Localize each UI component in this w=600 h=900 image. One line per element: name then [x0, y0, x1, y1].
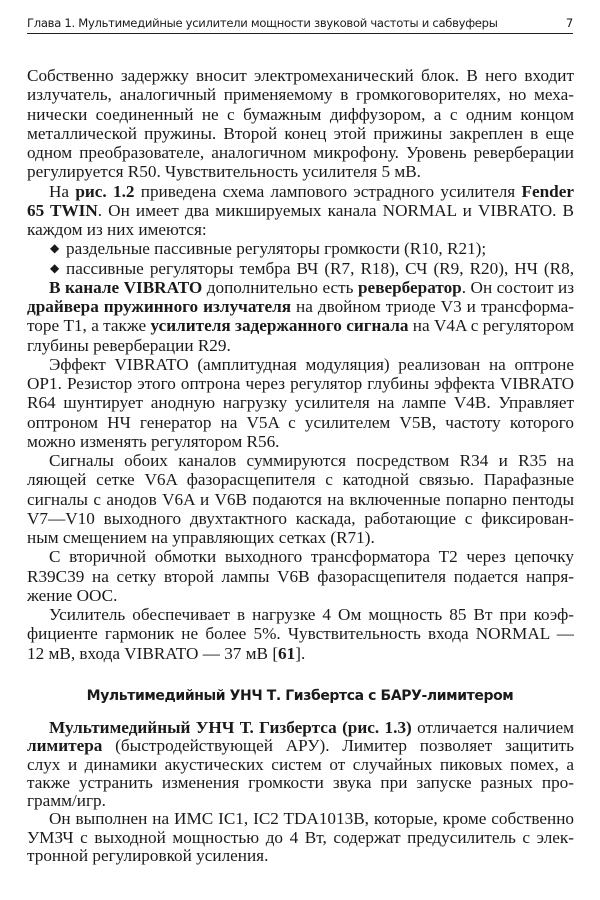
text-run: ляющей сетке V6A фазорасщепителя с катодной связью. Парафазные [27, 470, 574, 490]
text-run: ]. [295, 643, 306, 663]
text-run: тронной регулировкой усиления. [27, 847, 269, 866]
section-heading: Мультимедийный УНЧ Т. Гизбертса с БАРУ-лимитером [86, 688, 514, 704]
bullet-icon: ◆ [50, 241, 60, 256]
bold-text: ревербератор [358, 277, 462, 297]
text-run: 12 мВ, входа VIBRATO — 37 мВ [ [27, 643, 279, 663]
text-run: приведена схема лампового эстрадного усилителя [134, 181, 522, 201]
text-run: дополнительно есть [202, 277, 358, 297]
text-run: грамм/игр. [27, 792, 106, 811]
text-run: R64 шунтирует анодную нагрузку усилителя на лампе V4B. Управляет [27, 393, 574, 413]
bold-text: (рис. 1.3) [342, 719, 412, 737]
text-line [27, 528, 574, 547]
text-run: С вторичной обмотки выходного трансформатора T2 через цепочку [49, 547, 574, 567]
text-run: каждом из них имеются: [27, 220, 207, 239]
text-line [27, 124, 574, 143]
bold-text: рис. 1.2 [75, 181, 135, 201]
text-line [27, 829, 574, 847]
text-line [27, 737, 574, 755]
text-run: торе T1, а также [27, 316, 151, 336]
text-line [27, 644, 574, 663]
bold-text: Мультимедийный УНЧ Т. Гизбертса [49, 719, 337, 737]
text-run: Он выполнен на ИМС IC1, IC2 TDA1013B, которые, кроме собственно [49, 810, 574, 829]
text-line [27, 719, 574, 737]
text-line [27, 470, 574, 489]
bold-text: усилителя задержанного сигнала [150, 316, 409, 336]
bold-text: 65 TWIN [27, 200, 98, 220]
text-run: оптроном НЧ генератор на V5A с усилителем V5B, частоту которого [27, 412, 574, 432]
text-line [27, 355, 574, 374]
text-line [27, 792, 574, 810]
text-run: V7—V10 выходного двухтактного каскада, работающие с фиксирован- [27, 508, 574, 528]
text-run: ным смещением на управляющих сетках (R71). [27, 528, 375, 547]
text-line [27, 393, 574, 412]
bold-text: драйвера пружинного излучателя [27, 297, 292, 316]
text-run: (быстродействующей АРУ). Лимитер позволяет защитить [102, 737, 574, 756]
bold-text: лимитера [27, 737, 103, 756]
text-line [27, 756, 574, 774]
text-line [27, 547, 574, 566]
text-run: Усилитель обеспечивает в нагрузке 4 Ом мощность 85 Вт при коэф- [49, 605, 574, 624]
text-line [27, 336, 574, 355]
bold-text: В канале VIBRATO [49, 277, 203, 297]
running-header [27, 14, 573, 34]
text-run: излучатель, аналогичный применяемому в громкоговорителях, но меха- [27, 85, 574, 105]
text-line [27, 810, 574, 828]
text-run: Собственно задержку вносит электромеханический блок. В него входит [27, 66, 574, 85]
text-run: R39C39 на сетку второй лампы V6B фазорасщепителя подается напря- [27, 566, 574, 586]
text-run: металлической пружины. Второй конец этой прижины закреплен в еще [27, 123, 574, 143]
text-run: нически соединенный не с бумажным диффузором, а с одним концом [27, 104, 574, 124]
text-run: можно изменять регулятором R56. [27, 431, 280, 451]
body-text-section-1 [27, 66, 574, 663]
text-run: регулируется R50. Чувствительность усилителя 5 мВ. [27, 162, 421, 182]
text-run: отличается наличием [411, 719, 574, 737]
text-line [27, 509, 574, 528]
text-line [27, 490, 574, 509]
text-run: пассивные регуляторы тембра ВЧ (R7, R18), СЧ (R9, R20), НЧ (R8, [66, 258, 574, 278]
text-line [27, 143, 574, 162]
text-run: сигналы с анодов V6A и V6B подаются на включенные попарно пентоды [27, 489, 574, 509]
text-line [27, 586, 574, 605]
text-run: раздельные пассивные регуляторы громкости (R10, R21); [66, 239, 487, 259]
text-line [27, 278, 574, 297]
text-line [27, 432, 574, 451]
text-run: Эффект VIBRATO (амплитудная модуляция) реализован на оптроне [49, 354, 574, 374]
bullet-icon: ◆ [50, 260, 60, 275]
bold-text: Fender [521, 181, 574, 201]
text-run: OP1. Резистор этого оптрона через регулятор глубины эффекта VIBRATO [27, 374, 574, 393]
text-line [27, 66, 574, 85]
text-line [27, 413, 574, 432]
text-line [27, 451, 574, 470]
text-line [27, 847, 574, 865]
text-run: слух и динамики акустических систем от случайных пиковых помех, а [27, 755, 574, 774]
text-line [27, 201, 574, 220]
text-run: на двойном триоде V3 и трансформа- [291, 297, 574, 316]
text-run: . Он состоит из [461, 277, 574, 297]
text-line [27, 182, 574, 201]
page-number: 7 [565, 16, 573, 30]
text-line [27, 316, 574, 335]
text-line [27, 374, 574, 393]
chapter-title: Глава 1. Мультимедийные усилители мощности звуковой частоты и сабвуферы [27, 16, 498, 30]
text-run: Сигналы обоих каналов суммируются посредством R34 и R35 на [49, 451, 574, 470]
bold-text: 61 [278, 643, 296, 663]
text-line [27, 774, 574, 792]
text-run: фициенте гармоник не более 5%. Чувствительность входа NORMAL — [27, 624, 574, 644]
text-line [27, 624, 574, 643]
text-run: жение ООС. [27, 585, 118, 605]
text-run: также устранить изменения громкости звука при запуске разных про- [27, 773, 574, 792]
bullet-list-item [27, 239, 574, 258]
text-run: УМЗЧ с выходной мощностью до 4 Вт, содержат предусилитель с элек- [27, 828, 574, 847]
text-line [27, 220, 574, 239]
text-line [27, 297, 574, 316]
bullet-list-item [27, 259, 574, 278]
text-run: на V4A с регулятором [408, 316, 574, 336]
text-line [27, 162, 574, 181]
text-run: глубины реверберации R29. [27, 335, 231, 355]
text-line [27, 105, 574, 124]
text-run: На [49, 181, 76, 201]
body-text-section-2 [27, 719, 574, 865]
text-line [27, 85, 574, 104]
text-line [27, 567, 574, 586]
text-run: одном преобразователе, аналогичном микрофону. Уровень реверберации [27, 143, 574, 162]
text-line [27, 605, 574, 624]
text-run: . Он имеет два микшируемых канала NORMAL и VIBRATO. В [97, 200, 574, 220]
